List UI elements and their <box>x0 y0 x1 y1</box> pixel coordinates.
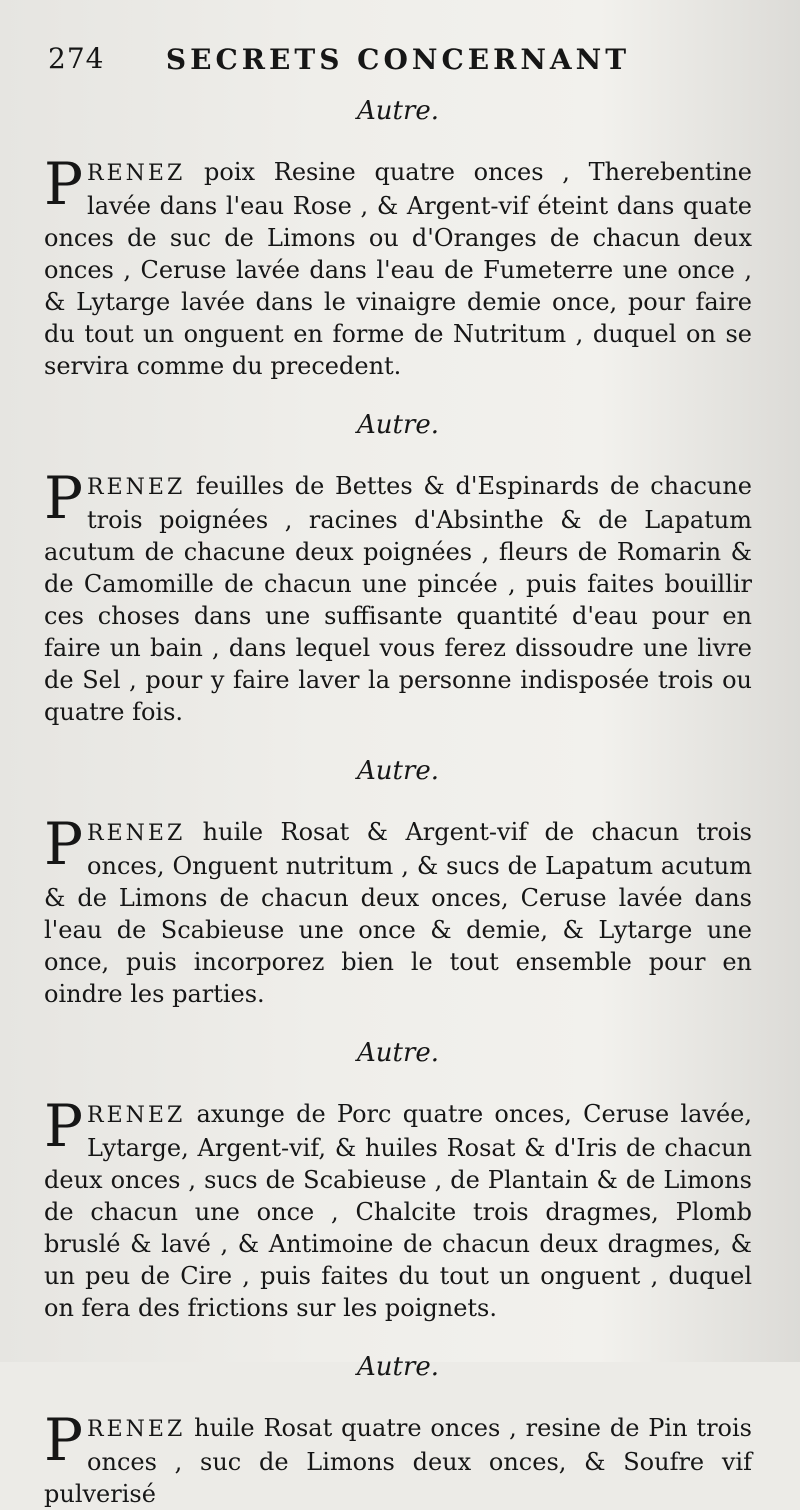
running-title: SECRETS CONCERNANT <box>165 43 631 76</box>
lead-word: RENEZ <box>87 475 186 500</box>
paragraph-text: feuilles de Bettes & d'Espinards de chacune trois poignées , racines d'Absinthe & de Lapatum acutum de chacune deux poignées , fleurs de Romarin & de Camomille de chacun une pincée , puis faites bouillir ces choses dans une suffisante quantité d'eau pour en faire un bain , dans lequel vous ferez dissoudre une livre de Sel , pour y faire laver la personne indisposée trois ou quatre fois. <box>44 472 752 726</box>
recipe-paragraph <box>44 150 752 382</box>
section-title: Autre. <box>356 756 440 786</box>
recipe-paragraph <box>44 464 752 728</box>
paragraph-text: poix Resine quatre onces , Therebentine lavée dans l'eau Rose , & Argent-vif éteint dans quate onces de suc de Limons ou d'Oranges de chacun deux onces , Ceruse lavée dans l'eau de Fumeterre une once , & Lytarge lavée dans le vinaigre demie once, pour faire du tout un onguent en forme de Nutritum , duquel on se servira comme du precedent. <box>44 158 752 380</box>
page-header <box>44 34 752 86</box>
paragraph-text: axunge de Porc quatre onces, Ceruse lavée, Lytarge, Argent-vif, & huiles Rosat & d'Iris de chacun deux onces , sucs de Scabieuse , de Plantain & de Limons de chacun une once , Chalcite trois dragmes, Plomb bruslé & lavé , & Antimoine de chacun deux dragmes, & un peu de Cire , puis faites du tout un onguent , duquel on fera des frictions sur les poignets. <box>44 1100 752 1322</box>
paragraph-text: huile Rosat quatre onces , resine de Pin trois onces , suc de Limons deux onces, & Soufre vif pulverisé <box>44 1414 752 1508</box>
lead-word: RENEZ <box>87 1103 186 1128</box>
section-title: Autre. <box>356 1038 440 1068</box>
drop-cap: P <box>44 810 84 878</box>
section-title: Autre. <box>356 1352 440 1382</box>
drop-cap: P <box>44 1092 84 1160</box>
paragraph-text: huile Rosat & Argent-vif de chacun trois onces, Onguent nutritum , & sucs de Lapatum acutum & de Limons de chacun deux onces, Ceruse lavée dans l'eau de Scabieuse une once & demie, & Lytarge une once, puis incorporez bien le tout ensemble pour en oindre les parties. <box>44 818 752 1008</box>
lead-word: RENEZ <box>87 821 186 846</box>
recipe-paragraph <box>44 1092 752 1324</box>
lead-word: RENEZ <box>87 161 186 186</box>
recipe-paragraph <box>44 1406 752 1510</box>
recipe-section <box>44 754 752 1010</box>
recipe-section <box>44 1036 752 1324</box>
section-title: Autre. <box>356 410 440 440</box>
drop-cap: P <box>44 464 84 532</box>
section-title: Autre. <box>356 96 440 126</box>
drop-cap: P <box>44 150 84 218</box>
recipe-section <box>44 408 752 728</box>
recipe-paragraph <box>44 810 752 1010</box>
lead-word: RENEZ <box>87 1417 186 1442</box>
recipe-section <box>44 94 752 382</box>
drop-cap: P <box>44 1406 84 1474</box>
recipe-section <box>44 1350 752 1510</box>
page-number: 274 <box>48 42 105 75</box>
